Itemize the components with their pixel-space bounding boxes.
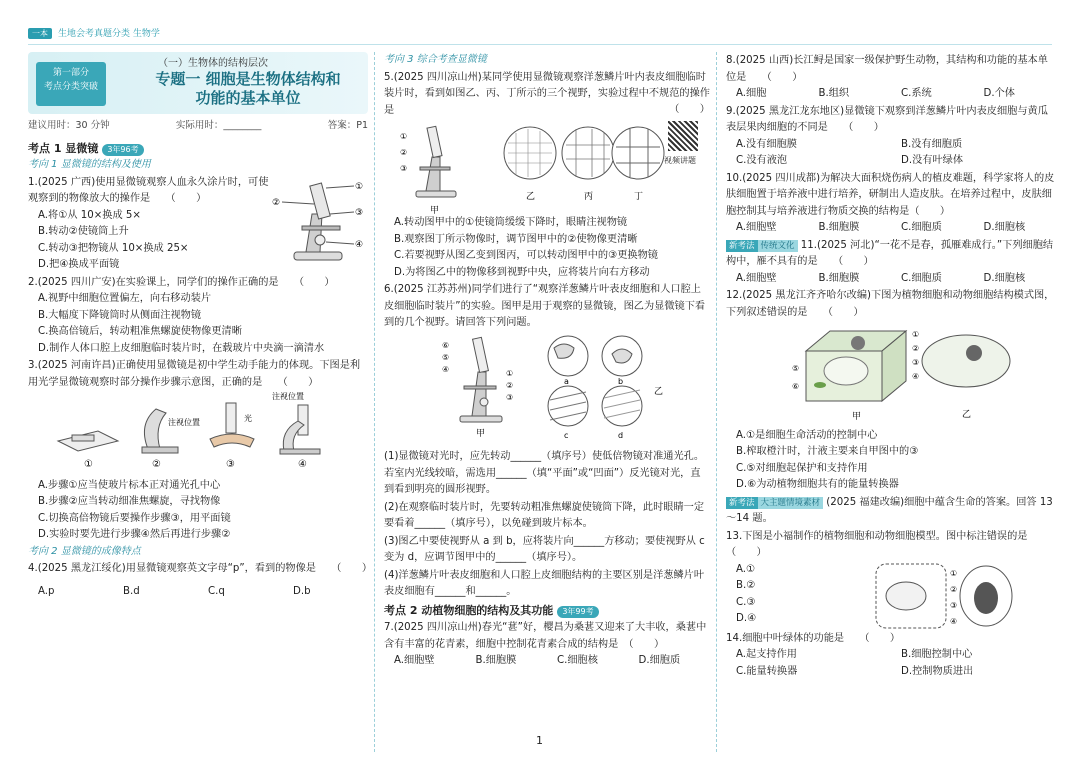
subsection-heading: 考向 3 综合考查显微镜	[384, 54, 487, 65]
option: D.b	[293, 585, 311, 597]
question-stem: 2.(2025 四川广安)在实验课上，同学们的操作正确的是 （ ）	[28, 276, 335, 288]
section-heading	[28, 141, 368, 158]
option: C.③	[736, 596, 756, 608]
option: B.榨取橙汁时，汁液主要来自甲图中的③	[736, 446, 919, 457]
option: B.组织	[818, 88, 850, 99]
fig-caption: 甲	[852, 412, 862, 422]
option: D.个体	[983, 88, 1015, 99]
fig-label: ⑤	[442, 352, 450, 362]
question-stem: 12.(2025 黑龙江齐齐哈尔改编)下图为植物细胞和动物细胞结构模式图，下列叙述错误的是 （ ）	[726, 290, 1055, 318]
question-stem: 3.(2025 河南许昌)正确使用显微镜是初中学生动手能力的体现。下图是利用光学显微镜观察时部分操作步骤示意图，正确的是 （ ）	[28, 360, 361, 388]
question-11	[726, 238, 1056, 288]
option: C.系统	[901, 88, 932, 99]
option: C.能量转换器	[736, 665, 798, 677]
microscope-figure	[272, 174, 368, 266]
brand-logo: 一本	[28, 28, 52, 39]
option: B.细胞控制中心	[901, 649, 973, 660]
question-9	[726, 104, 1056, 170]
frequency-badge: 3年96考	[102, 144, 143, 156]
question-stem: 5.(2025 四川凉山州)某同学使用显微镜观察洋葱鳞片叶内表皮细胞临时装片时，看到如图乙、丙、丁所示的三个视野，实验过程中不规范的操作是	[384, 71, 710, 116]
fig-caption: 甲	[476, 428, 486, 439]
option: B.②	[736, 580, 756, 591]
question-stem: 8.(2025 山西)长江鲟是国家一级保护野生动物，其结构和功能的基本单位是 （ ）	[726, 55, 1048, 83]
header-rule	[28, 44, 1052, 45]
fig-note: 注视位置	[168, 418, 200, 427]
svg-text:③: ③	[400, 164, 408, 173]
fig-caption: 丙	[584, 192, 594, 202]
column-3	[726, 52, 1056, 680]
option: A.没有细胞膜	[736, 138, 797, 150]
question-13	[726, 529, 1056, 630]
question-stem: 6.(2025 江苏苏州)同学们进行了“观察洋葱鳞片叶表皮细胞和人口腔上皮细胞临时装片”的实验。图甲是用于观察的显微镜，图乙为显微镜下看到的几个视野。请回答下列问题。	[384, 284, 706, 328]
part-tag	[36, 62, 106, 106]
option: D.制作人体口腔上皮细胞临时装片时，在载玻片中央滴一滴清水	[38, 342, 325, 354]
fig-label: ④	[442, 364, 450, 374]
option: B.细胞膜	[475, 655, 517, 666]
svg-text:①: ①	[400, 132, 408, 141]
question-12	[726, 288, 1056, 494]
option: D.④	[736, 613, 757, 624]
option: C.细胞核	[557, 655, 598, 666]
fig-label: a	[564, 376, 569, 386]
fig-note: 注视位置	[272, 392, 304, 401]
sub-question: (2)在观察临时装片时，先要转动粗准焦螺旋使镜筒下降，此时眼睛一定要看着______（填序号），以免碰到玻片标本。	[384, 501, 705, 529]
part-label: 第一部分	[52, 68, 89, 78]
column-1	[28, 52, 373, 600]
frequency-badge: 3年99考	[557, 606, 598, 618]
section-title: 考点 1 显微镜	[28, 141, 99, 155]
option: A.步骤①应当使玻片标本正对通光孔中心	[38, 479, 221, 491]
question-1	[28, 174, 368, 274]
subsection-heading: 考向 2 显微镜的成像特点	[28, 545, 141, 557]
time-meta	[28, 118, 368, 135]
fig-caption: 丁	[634, 192, 644, 202]
option: A.细胞壁	[394, 655, 435, 666]
question-stem: 4.(2025 黑龙江绥化)用显微镜观察英文字母“p”，看到的物像是 （ ）	[28, 563, 373, 574]
question-14	[726, 631, 1056, 681]
topic-title	[138, 70, 358, 108]
question-stem: 1.(2025 广西)使用显微镜观察人血永久涂片时，可使观察到的物像放大的操作是 （ ）	[28, 176, 269, 204]
option: D.控制物质进出	[901, 665, 974, 677]
fig-label: ④	[950, 616, 958, 626]
answer-ref: 答案：P1	[327, 120, 368, 131]
fig-label: c	[564, 430, 569, 440]
qr-code[interactable]	[668, 121, 698, 151]
subsection-heading: 考向 1 显微镜的结构及使用	[28, 159, 151, 170]
topic-title-line1: 专题一 细胞是生物体结构和	[155, 70, 341, 88]
fig-label: ②	[912, 344, 920, 353]
option: A.p	[38, 585, 55, 597]
option: C.换高倍镜后，转动粗准焦螺旋使物像更清晰	[38, 326, 242, 337]
option: C.转动③把物镜从 10×换成 25×	[38, 242, 189, 254]
option: D.细胞核	[983, 272, 1026, 284]
option: B.步骤②应当转动细准焦螺旋，寻找物像	[38, 496, 221, 507]
context-text: (2025 福建改编)细胞中蕴含生命的答案。回答 13～14 题。	[726, 496, 1053, 524]
question-8	[726, 53, 1056, 103]
option: B.细胞膜	[818, 222, 860, 233]
option: C.若要视野从图乙变到图丙，可以转动图甲中的③更换物镜	[394, 250, 658, 261]
suggested-time: 建议用时：30 分钟	[28, 120, 110, 131]
step-number: ③	[226, 459, 235, 470]
option: D.⑥为动植物细胞共有的能量转换器	[736, 479, 899, 490]
fig-label: ⑥	[442, 340, 450, 350]
option: D.为将图乙中的物像移到视野中央，应将装片向右方移动	[394, 266, 650, 278]
question-6	[384, 282, 710, 601]
section-heading	[384, 603, 710, 620]
fig-label: ①	[912, 330, 920, 339]
option: D.细胞质	[638, 655, 681, 666]
column-2	[384, 52, 710, 670]
question-2	[28, 275, 368, 358]
shared-context	[726, 495, 1056, 528]
banner-subtitle: （一）生物体的结构层次	[158, 58, 268, 69]
qr-label: 视频讲题	[664, 156, 696, 165]
option: C.细胞质	[901, 272, 942, 284]
new-method-tag: 新考法	[726, 240, 758, 252]
fig-caption: 乙	[654, 386, 664, 397]
fig-label: ②	[272, 197, 281, 208]
question-stem: 14.细胞中叶绿体的功能是 （ ）	[726, 632, 901, 644]
option: A.转动图甲中的①使镜筒缓缓下降时，眼睛注视物镜	[394, 217, 628, 228]
option: C.q	[208, 585, 225, 597]
step-number: ②	[152, 459, 161, 470]
option: C.细胞质	[901, 222, 942, 233]
fig-label: ③	[355, 207, 364, 218]
fig-label: ③	[912, 358, 920, 367]
fig-label: ①	[950, 568, 958, 578]
question-stem: 13.下图是小福制作的植物细胞和动物细胞模型。图中标注错误的是 （ ）	[726, 530, 1048, 558]
fig-label: ②	[506, 380, 514, 390]
fig-label: ④	[355, 239, 364, 250]
fig-label: ⑤	[792, 364, 800, 373]
question-7	[384, 620, 710, 670]
microscope-views-figure	[384, 119, 664, 215]
question-stem: 7.(2025 四川凉山州)春光“葚”好，樱昌为桑葚又迎来了大丰收，桑葚中含有丰富的花青素，细胞中控制花青素合成的结构是 （ ）	[384, 622, 707, 650]
section-title: 考点 2 动植物细胞的结构及其功能	[384, 603, 554, 617]
topic-tag: 大主题情境素材	[758, 497, 824, 509]
topic-tag: 传统文化	[758, 240, 798, 252]
page-number: 1	[536, 734, 543, 747]
option: A.细胞	[736, 88, 767, 99]
question-10	[726, 171, 1056, 237]
microscope-fields-figure	[384, 332, 710, 442]
sub-question: (4)洋葱鳞片叶表皮细胞和人口腔上皮细胞结构的主要区别是洋葱鳞片叶表皮细胞有______和______。	[384, 569, 705, 597]
option: B.没有细胞质	[901, 138, 963, 150]
fig-note: 光	[244, 414, 252, 423]
cell-structure-figure	[726, 321, 1056, 421]
fig-label: ⑥	[792, 382, 800, 391]
new-method-tag: 新考法	[726, 497, 758, 509]
column-divider	[716, 52, 717, 752]
option: A.①	[736, 563, 756, 575]
fig-caption: 甲	[430, 206, 440, 216]
question-stem: 11.(2025 河北)“一花不是春，孤雁难成行。”下列细胞结构中，雁不具有的是 （ ）	[726, 239, 1054, 267]
topic-title-line2: 功能的基本单位	[195, 89, 301, 107]
option: C.没有液泡	[736, 155, 788, 166]
cell-model-figure	[866, 562, 1036, 630]
option: D.实验时要先进行步骤④然后再进行步骤②	[38, 529, 231, 540]
fig-label: ①	[506, 368, 514, 378]
option: B.细胞膜	[818, 272, 860, 284]
fig-caption: 乙	[526, 192, 536, 202]
option: D.把④换成平面镜	[38, 259, 120, 270]
option: A.细胞壁	[736, 272, 777, 284]
option: C.切换高倍物镜后要操作步骤③，用平面镜	[38, 512, 231, 524]
option: D.没有叶绿体	[901, 155, 964, 166]
option: A.起支持作用	[736, 649, 797, 660]
fig-label: ③	[950, 600, 958, 610]
question-stem: 9.(2025 黑龙江龙东地区)显微镜下观察到洋葱鳞片叶内表皮细胞与黄瓜表层果肉细胞的不同是 （ ）	[726, 105, 1048, 133]
question-stem: 10.(2025 四川成都)为解决大面积烧伤病人的植皮难题，科学家将人的皮肤细胞置于培养液中进行培养，研制出人造皮肤。在培养过程中，皮肤细胞控制其与培养液进行物质交换的结构是（ ）	[726, 172, 1055, 217]
option: A.将①从 10×换成 5×	[38, 209, 141, 221]
header-text: 生地会考真题分类 生物学	[58, 29, 160, 39]
answer-paren: （ ）	[669, 104, 710, 115]
running-header	[28, 26, 160, 39]
fig-label: ④	[912, 372, 920, 381]
steps-figure	[28, 391, 358, 471]
sub-question: (3)图乙中要使视野从 a 到 b，应将装片向______方移动；要使视野从 c 变为 d，应调节图甲中的______（填序号）。	[384, 535, 705, 563]
fig-label: ③	[506, 392, 514, 402]
question-5	[384, 70, 710, 282]
option: A.视野中细胞位置偏左，向右移动装片	[38, 293, 212, 304]
fig-label: ①	[355, 181, 364, 192]
part-sub-label: 考点分类突破	[43, 82, 98, 92]
q5-figure-area	[384, 104, 710, 216]
fig-label: b	[618, 376, 624, 386]
question-3	[28, 358, 368, 544]
fig-label: 乙	[962, 410, 972, 420]
sub-question: (1)显微镜对光时，应先转动______（填序号）使低倍物镜对准通光孔。若室内光线较暗，需选用______（填“平面”或“凹面”）反光镜对光，直到看到明亮的圆形视野。	[384, 451, 705, 495]
step-number: ①	[84, 459, 93, 470]
option: C.⑤对细胞起保护和支持作用	[736, 462, 868, 474]
option: A.细胞壁	[736, 222, 777, 233]
option: B.观察图丁所示物像时，调节图甲中的②使物像更清晰	[394, 233, 638, 245]
option: D.细胞核	[983, 222, 1026, 233]
option: B.大幅度下降镜筒时从侧面注视物镜	[38, 309, 202, 321]
question-4	[28, 561, 373, 600]
option: B.d	[123, 585, 140, 597]
fig-label: ②	[950, 584, 958, 594]
actual-time: 实际用时：________	[175, 120, 262, 131]
option: A.①是细胞生命活动的控制中心	[736, 429, 878, 441]
option: B.转动②使镜筒上升	[38, 226, 129, 237]
svg-text:②: ②	[400, 148, 408, 157]
column-divider	[374, 52, 375, 752]
topic-banner	[28, 52, 368, 114]
step-number: ④	[298, 459, 307, 470]
fig-label: d	[618, 430, 624, 440]
